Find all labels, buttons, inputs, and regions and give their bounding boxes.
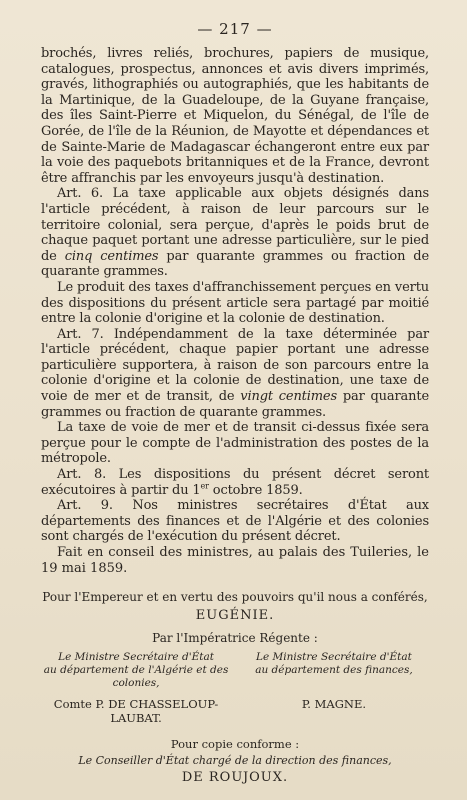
minister-right-name: P. MAGNE. [301, 697, 366, 712]
minister-right-title [239, 651, 429, 690]
empress-signature: EUGÉNIE. [195, 608, 275, 624]
article-6-text-b: par quarante grammes ou fraction de quarante grammes. [41, 248, 429, 280]
minister-left-title-line-1: Le Ministre Secrétaire d'État [58, 651, 214, 664]
paragraph-sea-transit-tax: La taxe de voie de mer et de transit ci-dessus fixée sera perçue pour le compte de l'administration des postes de la métropole. [41, 420, 429, 467]
copy-conforme-line: Pour copie conforme : [170, 737, 300, 752]
certified-copy-block [41, 737, 429, 785]
minister-left-name: Comte P. DE CHASSELOUP-LAUBAT. [53, 697, 219, 726]
councillor-title: Le Conseiller d'État chargé de la direction des finances, [78, 754, 392, 768]
paragraph-revenue-share: Le produit des taxes d'affranchissement perçues en vertu des dispositions du présent article sera partagé par moitié entre la colonie d'origine et la colonie de destination. [41, 279, 429, 327]
article-7-text-b: par quarante grammes ou fraction de quarante grammes. [41, 389, 429, 420]
minister-right-title-line-1: Le Ministre Secrétaire d'État [256, 651, 412, 664]
minister-right-title-line-2: au département des finances, [255, 664, 413, 677]
authority-line: Pour l'Empereur et en vertu des pouvoirs qu'il nous a conférés, [42, 590, 428, 605]
article-6-text-a: Art. 6. La taxe applicable aux objets désignés dans l'article précédent, à raison de leur parcours sur le territoire colonial, sera perçue, d'après le poids brut de chaque paquet portant une adresse particulière, sur le pied de [41, 186, 429, 264]
article-7-rate: vingt centimes [240, 389, 337, 405]
paragraph-continuation: brochés, livres reliés, brochures, papiers de musique, catalogues, prospectus, annonces et avis divers imprimés, gravés, lithographiés ou autographiés, que les habitants de la Martinique, de la Guadeloupe, de la Guyane française, des îles Saint-Pierre et Miquelon, du Sénégal, de l'île de Gorée, de l'île de la Réunion, de Mayotte et dépendances et de Sainte-Marie de Madagascar échangeront entre eux par la voie des paquebots britanniques et de la France, devront être affranchis par les envoyeurs jusqu'à destination. [41, 46, 429, 186]
page-number: — 217 — [197, 20, 273, 38]
article-8-text-b: octobre 1859. [208, 482, 303, 498]
regent-line: Par l'Impératrice Régente : [152, 631, 318, 646]
ministers-names [41, 697, 429, 725]
paragraph-article-6 [41, 186, 429, 280]
paragraph-done-at: Fait en conseil des ministres, au palais des Tuileries, le 19 mai 1859. [41, 545, 429, 576]
minister-left-title [41, 651, 231, 690]
signature-block [41, 590, 429, 646]
paragraph-article-7 [41, 327, 429, 421]
ministers-titles [41, 651, 429, 690]
minister-left-title-line-2: au département de l'Algérie et des colonies, [43, 664, 229, 690]
article-7-text-a: Art. 7. Indépendamment de la taxe déterminée par l'article précédent, chaque papier portant une adresse particulière supportera, à raison de son parcours entre la colonie d'origine et la colonie de destination, une taxe de voie de mer et de transit, de [41, 326, 429, 405]
paragraph-article-8 [41, 467, 429, 498]
article-8-superscript: er [200, 481, 209, 491]
councillor-name: DE ROUJOUX. [181, 770, 289, 786]
article-6-rate: cinq centimes [64, 248, 159, 264]
article-8-text-a: Art. 8. Les dispositions du présent décret seront exécutoires à partir du 1 [41, 467, 429, 498]
paragraph-article-9: Art. 9. Nos ministres secrétaires d'État aux départements des finances et de l'Algérie et des colonies sont chargés de l'exécution du présent décret. [41, 498, 429, 545]
